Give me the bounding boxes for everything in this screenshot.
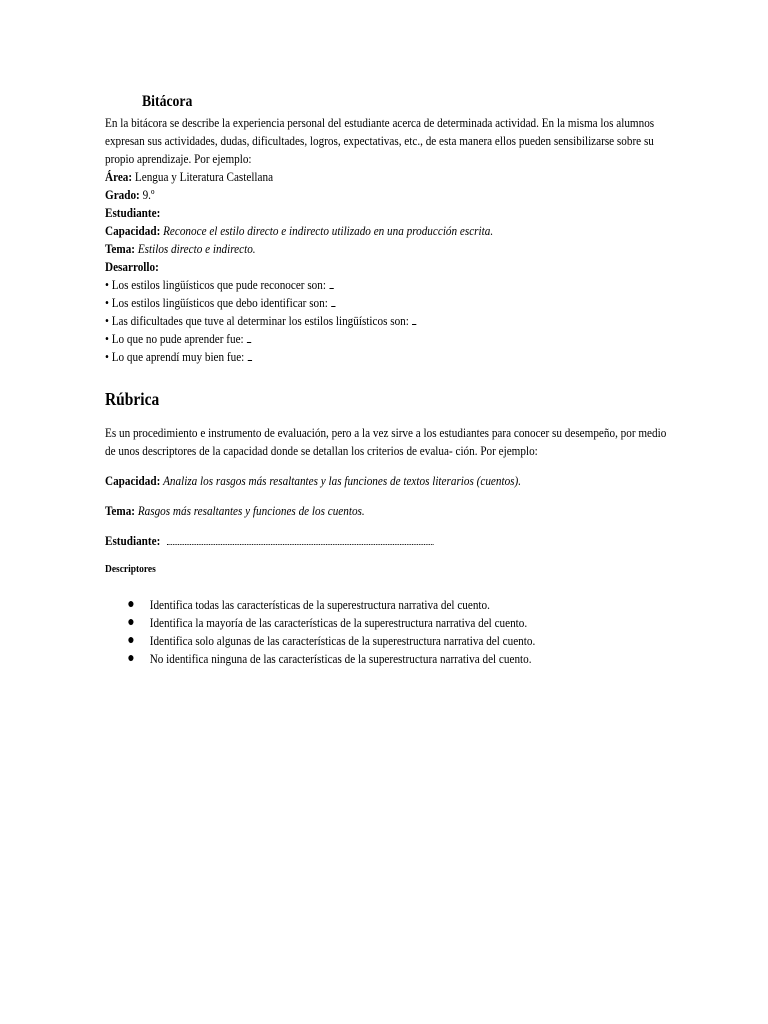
- desarrollo-item: [105, 330, 673, 348]
- desarrollo-label: Desarrollo:: [105, 259, 159, 274]
- answer-blank: [331, 295, 335, 307]
- descriptor-item: [105, 632, 673, 650]
- bullet-icon: ●: [127, 633, 135, 648]
- answer-blank: [329, 277, 333, 289]
- bitacora-section: [105, 92, 673, 366]
- document-page: [105, 92, 685, 668]
- bitacora-capacidad-label: Capacidad:: [105, 223, 161, 238]
- estudiante-dotted-line: [167, 534, 434, 545]
- desarrollo-item: [105, 312, 673, 330]
- descriptores-list: [105, 596, 673, 668]
- rubrica-intro: Es un procedimiento e instrumento de evaluación, pero a la vez sirve a los estudiantes para conocer su desempeño, por medio de unos descriptores de la capacidad donde se detallan los criterios de evalua- ción. Por ejemplo:: [105, 425, 667, 458]
- desarrollo-item-text: • Lo que no pude aprender fue:: [105, 331, 244, 346]
- descriptor-item: [105, 614, 673, 632]
- desarrollo-item: [105, 294, 673, 312]
- rubrica-capacidad-label: Capacidad:: [105, 473, 161, 488]
- rubrica-tema-value: Rasgos más resaltantes y funciones de los cuentos.: [137, 503, 365, 518]
- rubrica-section: [105, 388, 673, 668]
- bitacora-tema-line: [105, 240, 673, 258]
- rubrica-capacidad-value: Analiza los rasgos más resaltantes y las funciones de textos literarios (cuentos).: [163, 473, 522, 488]
- bitacora-estudiante-label: Estudiante:: [105, 205, 161, 220]
- bullet-icon: ●: [127, 651, 135, 666]
- rubrica-title: Rúbrica: [105, 389, 160, 409]
- rubrica-estudiante-label: Estudiante:: [105, 533, 161, 548]
- desarrollo-item-text: • Los estilos lingüísticos que pude reconocer son:: [105, 277, 326, 292]
- descriptor-item: [105, 650, 673, 668]
- desarrollo-item-text: • Lo que aprendí muy bien fue:: [105, 349, 245, 364]
- rubrica-tema-label: Tema:: [105, 503, 136, 518]
- document-body: [105, 92, 673, 668]
- desarrollo-item-text: • Los estilos lingüísticos que debo identificar son:: [105, 295, 328, 310]
- rubrica-estudiante-line: [105, 532, 673, 550]
- bitacora-tema-label: Tema:: [105, 241, 136, 256]
- answer-blank: [247, 331, 251, 343]
- bullet-icon: ●: [127, 597, 135, 612]
- rubrica-capacidad-line: [105, 472, 673, 490]
- bitacora-capacidad-value: Reconoce el estilo directo e indirecto utilizado en una producción escrita.: [163, 223, 494, 238]
- rubrica-tema-line: [105, 502, 673, 520]
- desarrollo-item: [105, 276, 673, 294]
- area-label: Área:: [105, 169, 133, 184]
- descriptor-text: No identifica ninguna de las características de la superestructura narrativa del cuento.: [149, 651, 532, 666]
- grado-label: Grado:: [105, 187, 140, 202]
- bitacora-title: Bitácora: [141, 93, 193, 110]
- descriptor-text: Identifica la mayoría de las características de la superestructura narrativa del cuento.: [149, 615, 528, 630]
- area-value: Lengua y Literatura Castellana: [132, 169, 274, 184]
- bitacora-tema-value: Estilos directo e indirecto.: [137, 241, 256, 256]
- answer-blank: [412, 313, 416, 325]
- area-line: [105, 168, 673, 186]
- bitacora-intro: En la bitácora se describe la experiencia personal del estudiante acerca de determinada actividad. En la misma los alumnos expresan sus actividades, dudas, dificultades, logros, expectativas, etc., de esta manera ellos pueden sensibilizarse sobre su propio aprendizaje. Por ejemplo:: [105, 115, 655, 166]
- descriptor-item: [105, 596, 673, 614]
- desarrollo-item-text: • Las dificultades que tuve al determinar los estilos lingüísticos son:: [105, 313, 409, 328]
- desarrollo-item: [105, 348, 673, 366]
- grado-value: 9.º: [139, 187, 155, 202]
- grado-line: [105, 186, 673, 204]
- bitacora-capacidad-line: [105, 222, 673, 240]
- descriptor-text: Identifica solo algunas de las características de la superestructura narrativa del cuento.: [149, 633, 536, 648]
- answer-blank: [248, 349, 252, 361]
- bullet-icon: ●: [127, 615, 135, 630]
- descriptor-text: Identifica todas las características de la superestructura narrativa del cuento.: [149, 597, 490, 612]
- descriptores-label: Descriptores: [105, 563, 156, 575]
